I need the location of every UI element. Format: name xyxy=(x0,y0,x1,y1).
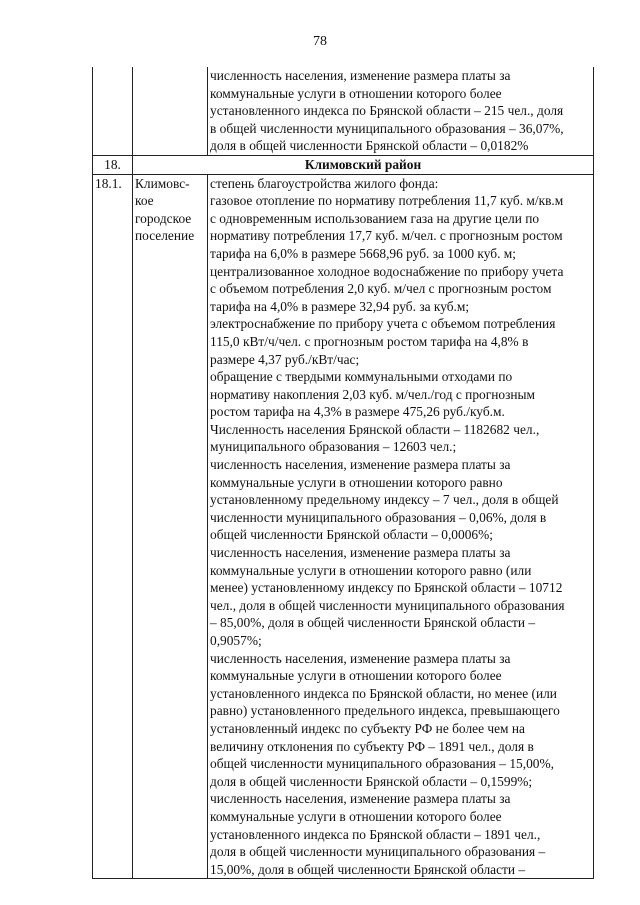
text-line: доля в общей численности Брянской области – 0,1599%; xyxy=(210,773,533,789)
text-line: размере 4,37 руб./кВт/час; xyxy=(210,351,360,367)
cell-description xyxy=(208,67,594,155)
text-line: кое xyxy=(135,193,154,209)
text-line: равно) установленного предельного индекса, превышающего xyxy=(210,703,560,719)
text-line: установленного индекса по Брянской области – 1891 чел., xyxy=(210,826,541,842)
text-line: доля в общей численности Брянской области – 0,0182% xyxy=(210,138,529,154)
text-line: городское xyxy=(135,210,192,226)
entry-number: 18.1. xyxy=(93,174,133,879)
text-line: численности муниципального образования – 0,06%, доля в xyxy=(210,509,547,525)
section-number: 18. xyxy=(93,155,133,174)
text-line: коммунальные услуги в отношении которого равно xyxy=(210,474,503,490)
text-line: 0,9057%; xyxy=(210,633,262,648)
text-line: коммунальные услуги в отношении которого более xyxy=(210,668,502,684)
text-line: численность населения, изменение размера платы за xyxy=(210,791,511,807)
table-row-continuation xyxy=(93,67,594,155)
text-line: установленный индекс по субъекту РФ не более чем на xyxy=(210,720,525,736)
document-table xyxy=(92,67,594,879)
text-line: тарифа на 6,0% в размере 5668,96 руб. за 1000 куб. м; xyxy=(210,245,516,261)
text-line: доля в общей численности муниципального образования – xyxy=(210,844,546,860)
text-line: Численность населения Брянской области – 1182682 чел., xyxy=(210,421,540,437)
text-line: – 85,00%, доля в общей численности Брянской области – xyxy=(210,615,536,631)
cell-number-empty xyxy=(93,67,133,155)
text-line: коммунальные услуги в отношении которого равно (или xyxy=(210,562,532,578)
text-line: поселение xyxy=(135,228,195,244)
text-line: ростом тарифа на 4,3% в размере 475,26 руб./куб.м. xyxy=(210,404,505,420)
text-line: Климовс- xyxy=(135,175,190,191)
entry-description xyxy=(208,174,594,879)
table-row-entry xyxy=(93,174,594,879)
text-line: менее) установленному индексу по Брянской области – 10712 xyxy=(210,580,563,596)
text-line: степень благоустройства жилого фонда: xyxy=(210,175,439,191)
text-line: нормативу накопления 2,03 куб. м/чел./год с прогнозным xyxy=(210,386,536,402)
text-line: численность населения, изменение размера платы за xyxy=(210,68,511,83)
text-line: установленного индекса по Брянской области – 215 чел., доля xyxy=(210,103,564,119)
text-line: газовое отопление по нормативу потребления 11,7 куб. м/кв.м xyxy=(210,193,564,209)
entry-municipality xyxy=(133,174,208,879)
text-line: централизованное холодное водоснабжение по прибору учета xyxy=(210,263,564,279)
table-row-section xyxy=(93,155,594,174)
text-line: в общей численности муниципального образования – 36,07%, xyxy=(210,120,564,136)
text-line: общей численности муниципального образования – 15,00%, xyxy=(210,756,554,772)
page-number: 78 xyxy=(313,34,327,49)
text-line: нормативу потребления 17,7 куб. м/чел. с прогнозным ростом xyxy=(210,228,563,244)
text-line: муниципального образования – 12603 чел.; xyxy=(210,439,457,455)
text-line: установленному предельному индексу – 7 чел., доля в общей xyxy=(210,492,559,508)
text-line: численность населения, изменение размера платы за xyxy=(210,545,511,561)
text-line: 115,0 кВт/ч/чел. с прогнозным ростом тарифа на 4,8% в xyxy=(210,333,529,349)
entry-text xyxy=(210,175,591,879)
text-line: тарифа на 4,0% в размере 32,94 руб. за куб.м; xyxy=(210,298,470,314)
continuation-text xyxy=(210,67,591,155)
cell-municipality-empty xyxy=(133,67,208,155)
text-line: 15,00%, доля в общей численности Брянской области – xyxy=(210,861,526,877)
text-line: величину отклонения по субъекту РФ – 1891 чел., доля в xyxy=(210,738,534,754)
section-title: Климовский район xyxy=(133,155,594,174)
text-line: численность населения, изменение размера платы за xyxy=(210,457,511,473)
text-line: чел., доля в общей численности муниципального образования xyxy=(210,597,565,613)
text-line: обращение с твердыми коммунальными отходами по xyxy=(210,369,513,385)
text-line: установленного индекса по Брянской области, но менее (или xyxy=(210,685,557,701)
text-line: с объемом потребления 2,0 куб. м/чел с прогнозным ростом xyxy=(210,281,552,297)
text-line: с одновременным использованием газа на другие цели по xyxy=(210,210,540,226)
text-line: коммунальные услуги в отношении которого более xyxy=(210,85,502,101)
text-line: коммунальные услуги в отношении которого более xyxy=(210,808,502,824)
text-line: общей численности Брянской области – 0,0006%; xyxy=(210,527,493,543)
text-line: численность населения, изменение размера платы за xyxy=(210,650,511,666)
municipality-name xyxy=(135,175,205,245)
text-line: электроснабжение по прибору учета с объемом потребления xyxy=(210,316,556,332)
